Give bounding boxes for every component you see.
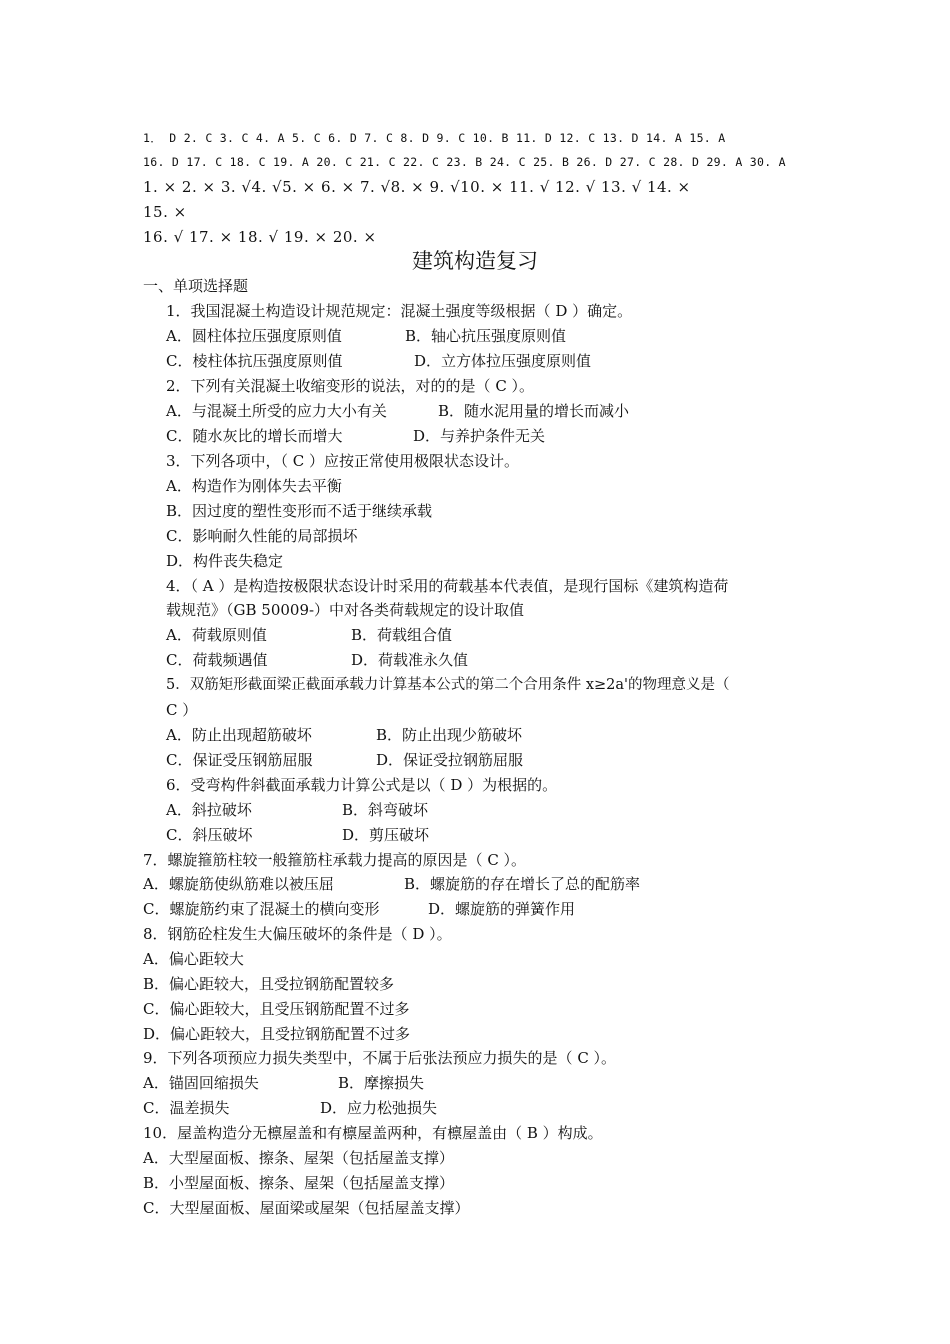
question-8-option-b: B．偏心距较大，且受拉钢筋配置较多 [143,975,395,993]
question-10-option-a: A．大型屋面板、擦条、屋架（包括屋盖支撑） [143,1149,454,1167]
answer-key-tf-row3: 16. √ 17. × 18. √ 19. × 20. × [143,228,377,246]
question-9-option-b: B．摩擦损失 [338,1074,425,1092]
question-7-option-a: A．螺旋筋使纵筋难以被压屈 [143,875,334,893]
question-7-option-d: D．螺旋筋的弹簧作用 [428,900,576,918]
question-4-option-b: B．荷载组合值 [351,626,453,644]
question-1-option-d: D．立方体拉压强度原则值 [414,352,592,370]
question-1-option-b: B．轴心抗压强度原则值 [405,327,567,345]
question-2-option-d: D．与养护条件无关 [413,427,546,445]
question-6-option-d: D．剪压破坏 [342,826,430,844]
question-6-option-c: C．斜压破坏 [166,826,253,844]
question-4-option-c: C．荷载频遇值 [166,651,268,669]
answer-key-mc-row1: 1． D 2. C 3. C 4. A 5. C 6. D 7. C 8. D 9. C 10. B 11. D 12. C 13. D 14. A 15. A [143,131,726,145]
question-2-stem: 2．下列有关混凝土收缩变形的说法，对的的是（ C ）。 [166,377,535,395]
answer-key-tf-row1: 1. × 2. × 3. √4. √5. × 6. × 7. √8. × 9. √10. × 11. √ 12. √ 13. √ 14. × [143,178,691,196]
question-1-stem: 1．我国混凝土构造设计规范规定：混凝土强度等级根据（ D ）确定。 [166,302,633,320]
answer-key-tf-row2: 15. × [143,203,187,221]
question-9-option-d: D．应力松弛损失 [320,1099,438,1117]
question-9-stem: 9．下列各项预应力损失类型中，不属于后张法预应力损失的是（ C ）。 [143,1049,617,1067]
question-3-option-c: C．影响耐久性能的局部损坏 [166,527,358,545]
question-3-option-b: B．因过度的塑性变形而不适于继续承载 [166,502,433,520]
question-9-option-c: C．温差损失 [143,1099,230,1117]
question-1-option-c: C．棱柱体抗压强度原则值 [166,352,343,370]
question-9-option-a: A．锚固回缩损失 [143,1074,259,1092]
question-8-option-d: D．偏心距较大，且受拉钢筋配置不过多 [143,1025,411,1043]
question-3-option-d: D．构件丧失稳定 [166,552,284,570]
question-8-option-a: A．偏心距较大 [143,950,244,968]
question-7-option-c: C．螺旋筋约束了混凝土的横向变形 [143,900,380,918]
question-8-option-c: C．偏心距较大，且受压钢筋配置不过多 [143,1000,410,1018]
question-10-option-b: B．小型屋面板、擦条、屋架（包括屋盖支撑） [143,1174,455,1192]
question-2-option-a: A．与混凝土所受的应力大小有关 [166,402,387,420]
question-5-option-d: D．保证受拉钢筋屈服 [376,751,524,769]
question-5-stem: 5．双筋矩形截面梁正截面承载力计算基本公式的第二个合用条件 x≥2a'的物理意义是（ [166,677,730,693]
section-heading: 一、单项选择题 [143,277,249,295]
question-5-option-c: C．保证受压钢筋屈服 [166,751,313,769]
question-6-stem: 6．受弯构件斜截面承载力计算公式是以（ D ）为根据的。 [166,776,558,794]
question-4-stem: 4．（ A ）是构造按极限状态设计时采用的荷载基本代表值，是现行国标《建筑构造荷 [166,577,729,595]
question-1-option-a: A．圆柱体拉压强度原则值 [166,327,342,345]
question-6-option-b: B．斜弯破坏 [342,801,429,819]
question-3-option-a: A．构造作为刚体失去平衡 [166,477,342,495]
question-5-option-b: B．防止出现少筋破坏 [376,726,523,744]
question-2-option-b: B．随水泥用量的增长而减小 [438,402,630,420]
question-10-option-c: C．大型屋面板、屋面梁或屋架（包括屋盖支撑） [143,1199,470,1217]
question-4-stem-continued: 载规范》（GB 50009-）中对各类荷载规定的设计取值 [166,601,525,619]
question-2-option-c: C．随水灰比的增长而增大 [166,427,343,445]
question-7-option-b: B．螺旋筋的存在增长了总的配筋率 [404,875,641,893]
question-8-stem: 8．钢筋砼柱发生大偏压破坏的条件是（ D ）。 [143,925,452,943]
question-5-option-a: A．防止出现超筋破坏 [166,726,312,744]
question-4-option-a: A．荷载原则值 [166,626,267,644]
question-4-option-d: D．荷载准永久值 [351,651,469,669]
question-6-option-a: A．斜拉破坏 [166,801,252,819]
question-10-stem: 10．屋盖构造分无檩屋盖和有檩屋盖两种，有檩屋盖由（ B ）构成。 [143,1124,603,1142]
question-5-stem-continued: C ） [166,701,198,719]
document-title: 建筑构造复习 [412,249,538,273]
answer-key-mc-row2: 16. D 17. C 18. C 19. A 20. C 21. C 22. C 23. B 24. C 25. B 26. D 27. C 28. D 29. A 30. A [143,155,786,169]
question-3-stem: 3．下列各项中，（ C ）应按正常使用极限状态设计。 [166,452,520,470]
question-7-stem: 7．螺旋箍筋柱较一般箍筋柱承载力提高的原因是（ C ）。 [143,851,527,869]
